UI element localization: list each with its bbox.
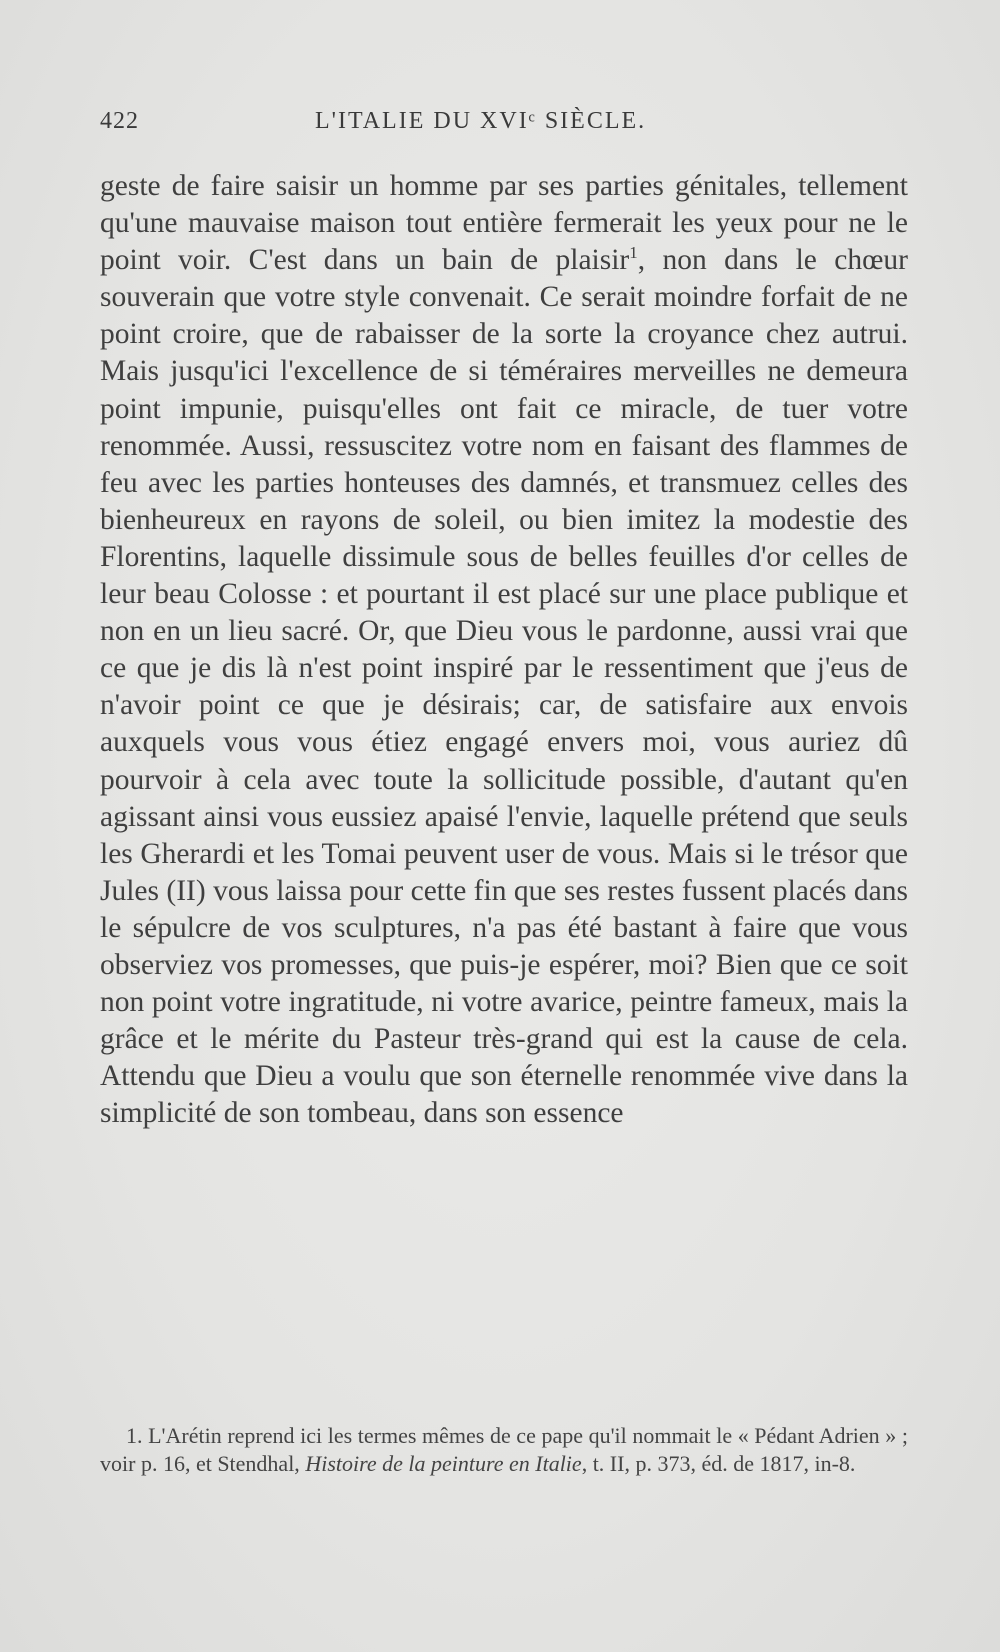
body-paragraph [100, 168, 908, 1132]
page-number: 422 [100, 108, 139, 134]
footnote-book-title: Histoire de la peinture en Italie [305, 1451, 582, 1476]
footnote-text-end: , t. II, p. 373, éd. de 1817, in-8. [581, 1451, 856, 1476]
footnote [100, 1422, 908, 1478]
body-text-part1: geste de faire saisir un homme par ses parties génitales, tellement qu'une mauvaise maison tout entière fermerait les yeux pour ne le point voir. C'est dans un bain de plaisir [100, 170, 908, 277]
body-text-part2: , non dans le chœur souverain que votre style convenait. Ce serait moindre forfait de ne point croire, que de rabaisser de la sorte la croyance chez autrui. Mais jusqu'ici l'excellence de si téméraires merveilles ne demeura point impunie, puisqu'elles ont fait ce miracle, de tuer votre renommée. Aussi, ressuscitez votre nom en faisant des flammes de feu avec les parties honteuses des damnés, et transmuez celles des bienheureux en rayons de soleil, ou bien imitez la modestie des Florentins, laquelle dissimule sous de belles feuilles d'or celles de leur beau Colosse : et pourtant il est placé sur une place publique et non en un lieu sacré. Or, que Dieu vous le pardonne, aussi vrai que ce que je dis là n'est point inspiré par le ressentiment que j'eus de n'avoir point ce que je désirais; car, de satisfaire aux envois auxquels vous vous étiez engagé envers moi, vous auriez dû pourvoir à cela avec toute la sollicitude possible, d'autant qu'en agissant ainsi vous eussiez apaisé l'envie, laquelle prétend que seuls les Gherardi et les Tomai peuvent user de vous. Mais si le trésor que Jules (II) vous laissa pour cette fin que ses restes fussent placés dans le sépulcre de vos sculptures, n'a pas été bastant à faire que vous observiez vos promesses, que puis-je espérer, moi? Bien que ce soit non point votre ingratitude, ni votre avarice, peintre fameux, mais la grâce et le mérite du Pasteur très-grand qui est la cause de cela. Attendu que Dieu a voulu que son éternelle renommée vive dans la simplicité de son tombeau, dans son essence [100, 244, 908, 1130]
running-title: L'ITALIE DU XVIᶜ SIÈCLE. [315, 108, 647, 134]
footnote-reference: 1 [629, 243, 638, 263]
running-head [100, 108, 905, 142]
footnote-text-start: 1. L'Arétin reprend ici les termes mêmes de ce pape qu'il nommait le « Pédant Adrien » ; voir p. 16, et Stendhal, [100, 1423, 908, 1476]
